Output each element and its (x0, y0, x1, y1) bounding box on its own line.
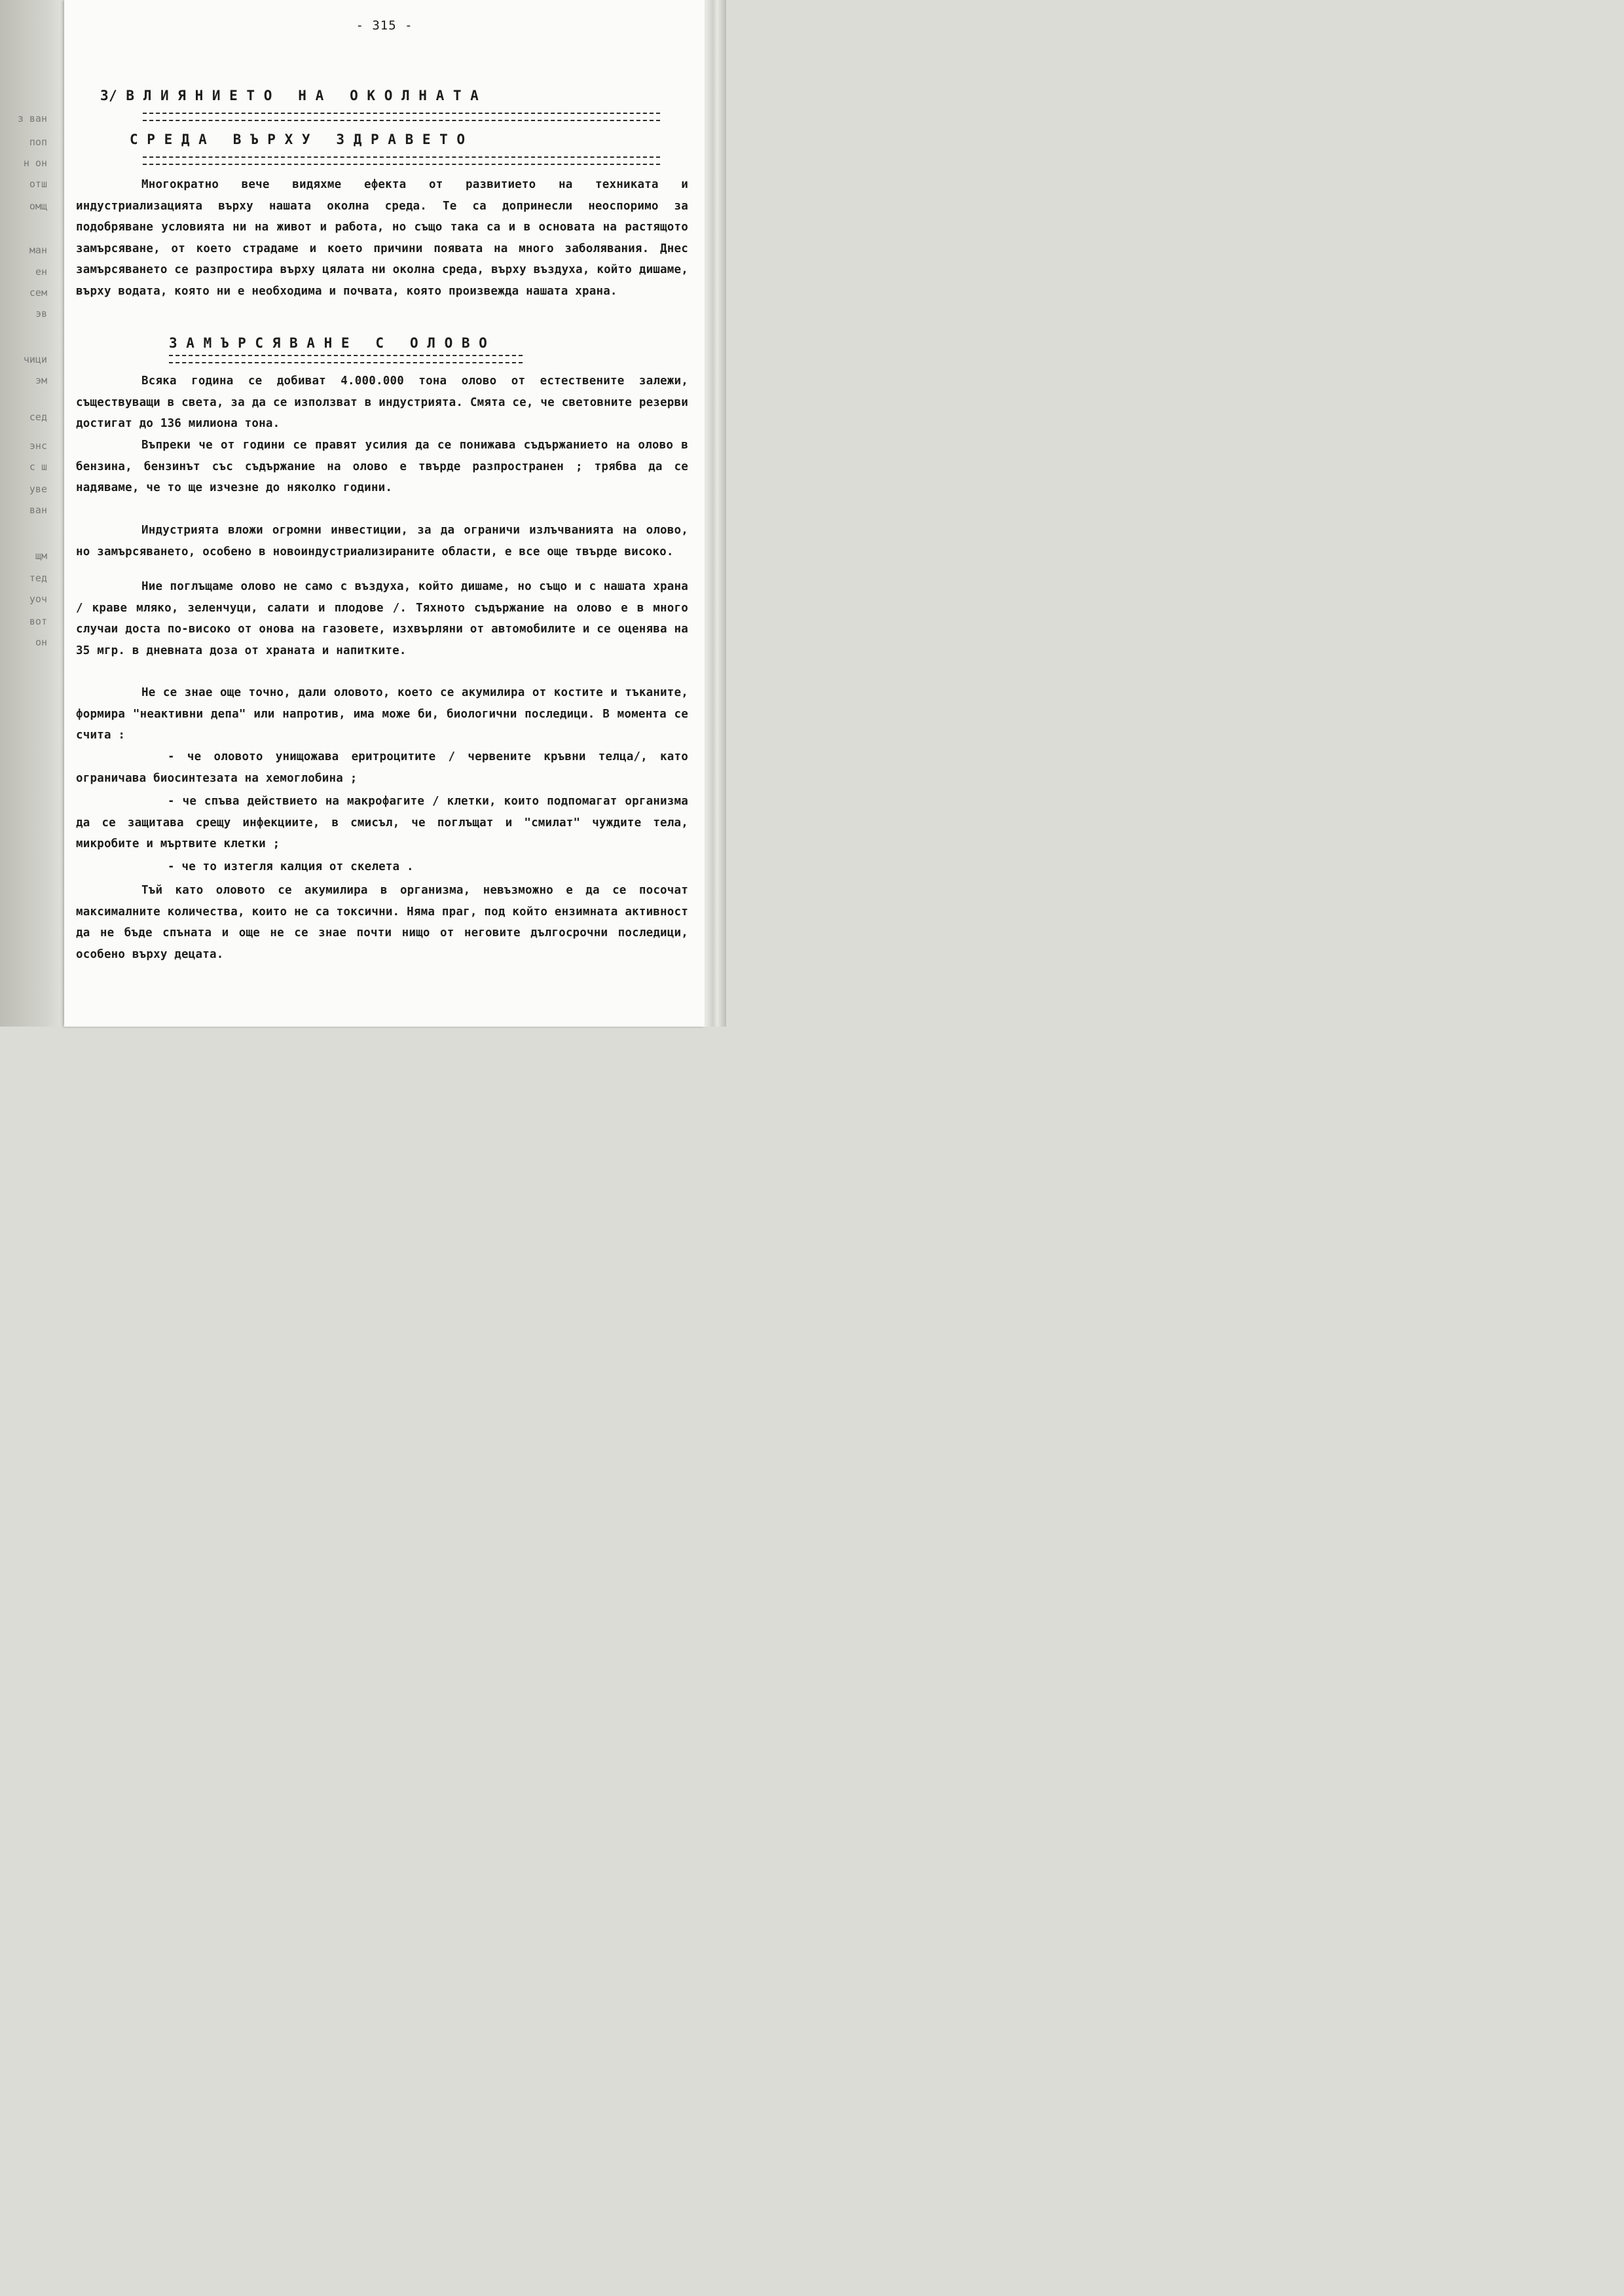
margin-fragment: н он (23, 157, 47, 169)
margin-fragment: сем (29, 287, 47, 299)
page-number: - 315 - (356, 18, 413, 33)
paragraph-food-intake: Ние поглъщаме олово не само с въздуха, който дишаме, но също и с нашата храна / краве мляко, зеленчуци, салати и плодове /. Тяхното съдържание на олово е в много случаи доста по-високо от онова на газовете, изхвърляни от автомобилите и се оценява на 35 мгр. в дневната доза от храната и напитките. (76, 580, 688, 657)
title-underline-1 (143, 113, 660, 121)
effect-item-erythrocytes: - че оловото унищожава еритроцитите / червените кръвни телца/, като ограничава биосинтезата на хемоглобина ; (76, 750, 688, 785)
main-title-line-2: С Р Е Д А В Ъ Р Х У З Д Р А В Е Т О (130, 132, 466, 147)
effect-item-macrophages: - че спъва действието на макрофагите / клетки, които подпомагат организма да се защитава срещу инфекциите, в смисъл, че поглъщат и "смилат" чуждите тела, микробите и мъртвите клетки ; (76, 795, 688, 851)
margin-fragment: он (35, 636, 47, 648)
paragraph-toxicity: Тъй като оловото се акумилира в организма, невъзможно е да се посочат максималните количества, които не са токсични. Няма праг, под който ензимната активност да не бъде спъната и още не се знае почти нищо от неговите дългосрочни последици, особено върху децата. (76, 884, 688, 961)
margin-fragment: ван (29, 504, 47, 516)
margin-fragment: с ш (29, 461, 47, 473)
margin-fragment: энс (29, 440, 47, 452)
paragraph-lead-production: Всяка година се добиват 4.000.000 тона олово от естествените залежи, съществуващи в света, за да се използват в индустрията. Смята се, че световните резерви достигат до 136 милиона тона. (76, 374, 688, 431)
intro-paragraph: Многократно вече видяхме ефекта от развитието на техниката и индустриализацията върху нашата околна среда. Те са допринесли неоспоримо за подобряване условията ни на живот и работа, но също така са и в основата на растящото замърсяване, от което страдаме и което причини появата на много заболявания. Днес замърсяването се разпростира върху цялата ни околна среда, върху въздуха, който дишаме, върху водата, която ни е необходима и почвата, която произвежда нашата храна. (76, 178, 688, 298)
paragraph-industry: Индустрията вложи огромни инвестиции, за да ограничи излъчванията на олово, но замърсяването, особено в новоиндустриализираните области, е все още твърде високо. (76, 524, 688, 558)
margin-fragment: омщ (29, 200, 47, 212)
main-title-line-1: 3/ В Л И Я Н И Е Т О Н А О К О Л Н А Т А (100, 88, 479, 103)
adjacent-page-strip (0, 0, 65, 1027)
margin-fragment: поп (29, 136, 47, 148)
paragraph-bio-effects: Не се знае още точно, дали оловото, което се акумилира от костите и тъканите, формира "неактивни депа" или напротив, има може би, биологични последици. В момента се счита : (76, 686, 688, 742)
section-title-underline (169, 355, 523, 363)
margin-fragment: эм (35, 374, 47, 386)
margin-fragment: уве (29, 483, 47, 495)
margin-fragment: ман (29, 244, 47, 256)
margin-fragment: сед (29, 411, 47, 423)
margin-fragment: вот (29, 615, 47, 627)
effect-item-calcium: - че то изтегля калция от скелета . (168, 860, 414, 873)
margin-fragment: тед (29, 572, 47, 584)
section-title: З А М Ъ Р С Я В А Н Е С О Л О В О (169, 335, 488, 351)
margin-fragment: ен (35, 266, 47, 278)
paragraph-petrol: Въпреки че от години се правят усилия да се понижава съдържанието на олово в бензина, бензинът със съдържание на олово е твърде разпространен ; трябва да се надяваме, че то ще изчезне до няколко години. (76, 439, 688, 495)
margin-fragment: щм (35, 550, 47, 562)
margin-fragment: отш (29, 178, 47, 190)
margin-fragment: уоч (29, 593, 47, 605)
stacked-page-edges (704, 0, 726, 1027)
title-underline-2 (143, 156, 660, 165)
document-page (64, 0, 705, 1027)
margin-fragment: эв (35, 308, 47, 319)
margin-fragment: з ван (17, 113, 47, 124)
margin-fragment: чици (23, 354, 47, 365)
